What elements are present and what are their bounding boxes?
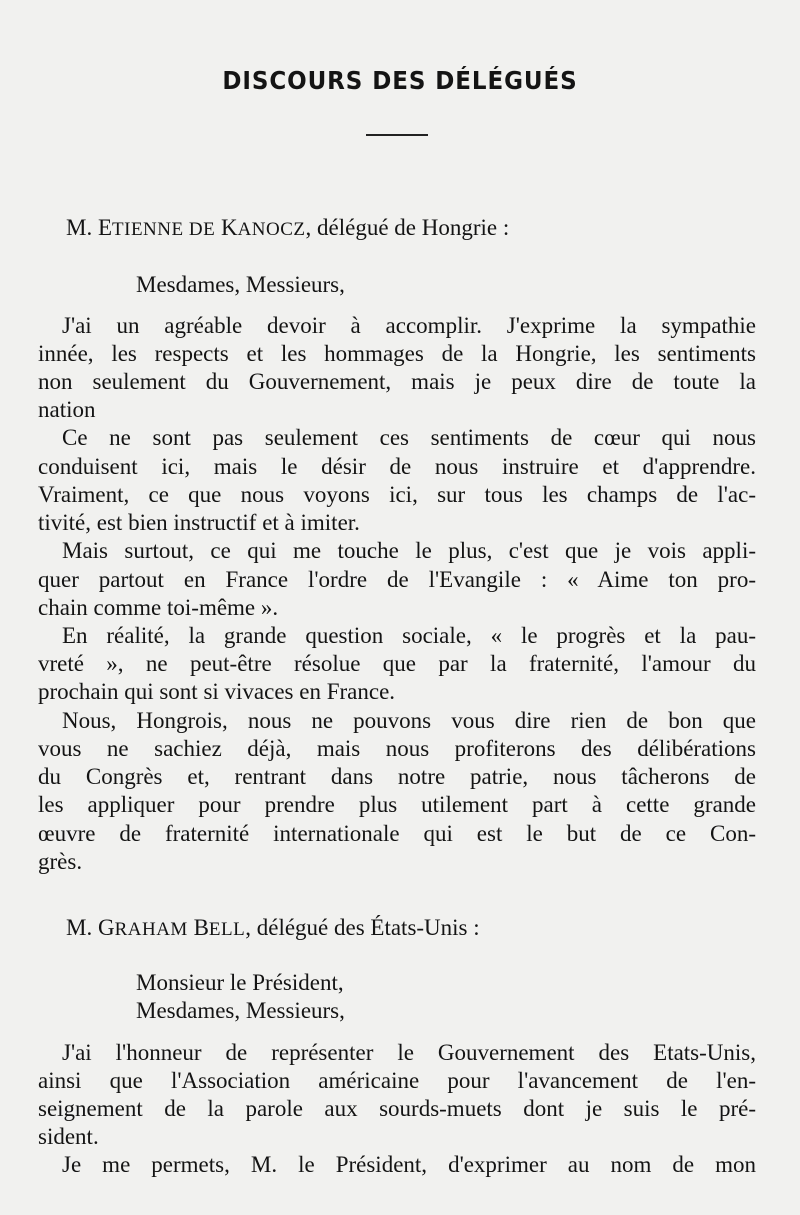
page-title: DISCOURS DES DÉLÉGUÉS xyxy=(222,66,578,95)
speaker-name-initial: G xyxy=(97,915,115,940)
text-line: œuvre de fraternité internationale qui est le but de ce Con- xyxy=(38,821,756,846)
speaker-name-initial: B xyxy=(193,915,209,940)
text-line: Je me permets, M. le Président, d'exprimer au nom de mon xyxy=(62,1152,756,1177)
text-line: sident. xyxy=(38,1124,99,1149)
salutation: Mesdames, Messieurs, xyxy=(136,998,345,1023)
title-rule xyxy=(366,134,428,136)
text-line: En réalité, la grande question sociale, « le progrès et la pau- xyxy=(62,623,756,648)
text-line: Ce ne sont pas seulement ces sentiments de cœur qui nous xyxy=(62,425,756,450)
text-line: tivité, est bien instructif et à imiter. xyxy=(38,510,360,535)
text-line: innée, les respects et les hommages de la Hongrie, les sentiments xyxy=(38,341,756,366)
speaker-name-smallcaps: ELL xyxy=(208,919,246,940)
speaker-heading-kanocz xyxy=(66,214,509,244)
speaker-name-initial: K xyxy=(220,215,238,240)
text-line: du Congrès et, rentrant dans notre patrie, nous tâcherons de xyxy=(38,764,756,789)
speaker-heading-bell xyxy=(66,914,480,944)
speaker-role: , délégué de Hongrie : xyxy=(305,215,510,240)
speaker-prefix: M. xyxy=(66,215,98,240)
speaker-name-initial: E xyxy=(97,215,113,240)
speaker-role: , délégué des États-Unis : xyxy=(245,915,480,940)
text-line: vous ne sachiez déjà, mais nous profiterons des délibérations xyxy=(38,736,756,761)
speaker-prefix: M. xyxy=(66,915,98,940)
text-line: Mais surtout, ce qui me touche le plus, c'est que je vois appli- xyxy=(62,538,756,563)
speaker-name-smallcaps: TIENNE DE xyxy=(112,219,216,240)
speaker-name-smallcaps: ANOCZ xyxy=(237,219,306,240)
text-line: seignement de la parole aux sourds-muets dont je suis le pré- xyxy=(38,1096,756,1121)
text-line: Vraiment, ce que nous voyons ici, sur tous les champs de l'ac- xyxy=(38,482,756,507)
text-line: chain comme toi-même ». xyxy=(38,595,279,620)
text-line: ainsi que l'Association américaine pour l'avancement de l'en- xyxy=(38,1068,756,1093)
text-line: quer partout en France l'ordre de l'Evangile : « Aime ton pro- xyxy=(38,567,756,592)
text-line: conduisent ici, mais le désir de nous instruire et d'apprendre. xyxy=(38,454,756,479)
text-line: J'ai un agréable devoir à accomplir. J'exprime la sympathie xyxy=(62,313,756,338)
text-line: Nous, Hongrois, nous ne pouvons vous dire rien de bon que xyxy=(62,708,756,733)
text-line: grès. xyxy=(38,849,83,874)
text-line: les appliquer pour prendre plus utilement part à cette grande xyxy=(38,792,756,817)
salutation: Monsieur le Président, xyxy=(136,970,344,995)
text-line: non seulement du Gouvernement, mais je peux dire de toute la xyxy=(38,369,756,394)
text-line: vreté », ne peut-être résolue que par la fraternité, l'amour du xyxy=(38,651,756,676)
text-line: prochain qui sont si vivaces en France. xyxy=(38,679,396,704)
salutation: Mesdames, Messieurs, xyxy=(136,272,345,297)
speaker-name-smallcaps: RAHAM xyxy=(114,919,188,940)
text-line: nation xyxy=(38,397,96,422)
text-line: J'ai l'honneur de représenter le Gouvernement des Etats-Unis, xyxy=(62,1040,756,1065)
